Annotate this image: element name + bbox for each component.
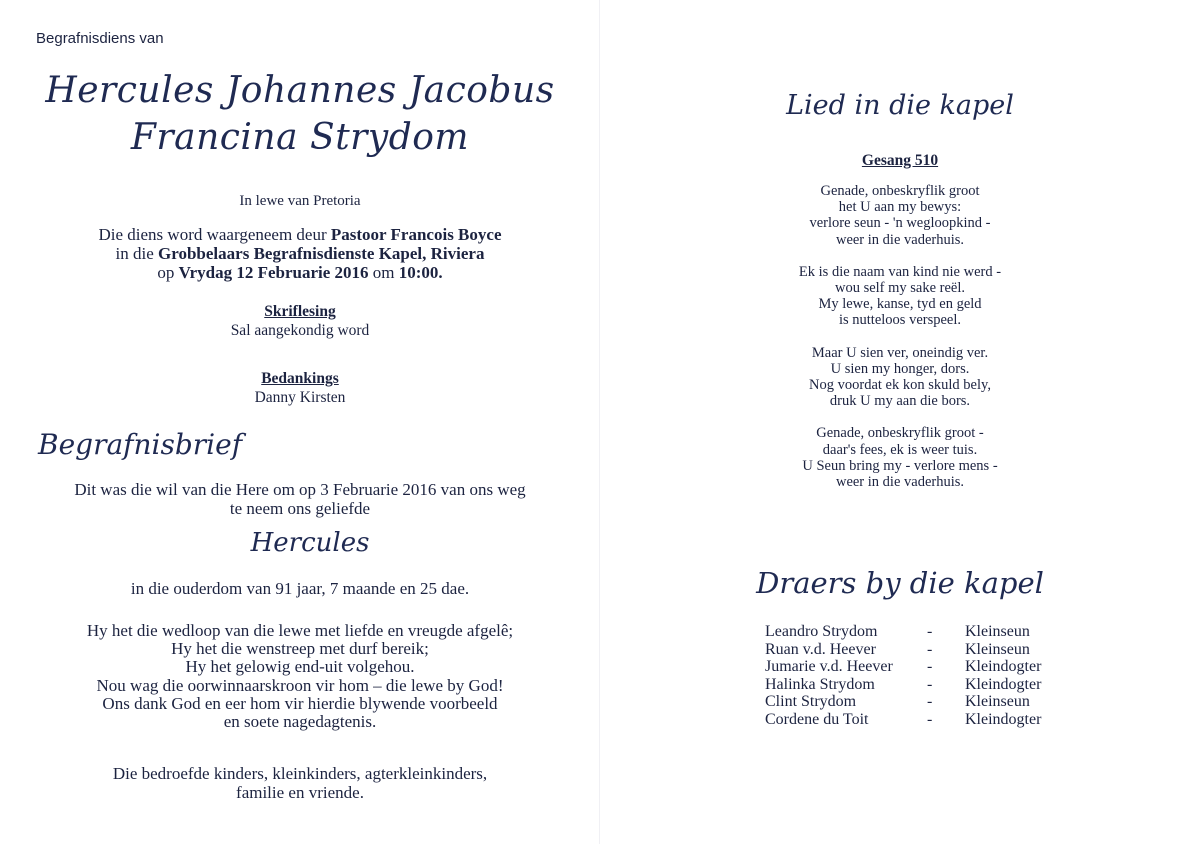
service-details <box>30 225 570 282</box>
verse-line: Ek is die naam van kind nie werd - <box>798 263 1002 280</box>
bearer-relation: Kleinseun <box>965 640 1030 658</box>
poem-line: Hy het die wenstreep met durf bereik; <box>171 639 429 659</box>
bearer-name: Clint Strydom <box>765 693 857 711</box>
bearer-dash: - <box>927 658 933 676</box>
verse-line: U sien my honger, dors. <box>830 360 970 377</box>
hymn-heading: Lied in die kapel <box>786 90 1014 121</box>
bearer-relation: Kleindogter <box>965 675 1042 693</box>
bearer-name: Jumarie v.d. Heever <box>765 658 893 676</box>
verse-line: Nog voordat ek kon skuld bely, <box>809 377 991 394</box>
hymn-verse <box>600 183 1200 248</box>
service-text: op <box>157 263 179 282</box>
letter-line: te neem ons geliefde <box>229 499 371 518</box>
right-page <box>600 0 1200 844</box>
table-row <box>765 693 1041 711</box>
pallbearers-heading: Draers by die kapel <box>756 566 1044 600</box>
poem-line: Ons dank God en eer hom vir hierdie blywende voorbeeld <box>102 693 498 713</box>
bearer-dash: - <box>927 710 933 728</box>
pallbearers-table <box>765 623 1041 729</box>
table-row <box>765 711 1041 729</box>
thanks-section <box>30 369 570 407</box>
service-line-2 <box>30 244 570 263</box>
service-line-1 <box>30 225 570 244</box>
age-line: in die ouderdom van 91 jaar, 7 maande en 25 dae. <box>130 579 470 598</box>
verse-line: My lewe, kanse, tyd en geld <box>818 296 982 313</box>
verse-line: het U aan my bewys: <box>838 199 962 216</box>
funeral-letter-title: Begrafnisbrief <box>38 428 243 461</box>
poem-line: en soete nagedagtenis. <box>223 712 377 732</box>
bearer-relation: Kleinseun <box>965 693 1030 711</box>
thanks-text: Danny Kirsten <box>254 389 346 406</box>
verse-line: verlore seun - 'n wegloopkind - <box>809 215 991 232</box>
verse-line: weer in die vaderhuis. <box>835 231 965 248</box>
scripture-section <box>30 302 570 340</box>
table-row <box>765 623 1041 641</box>
venue-name: Grobbelaars Begrafnisdienste Kapel, Riviera <box>158 244 485 263</box>
deceased-short-name: Hercules <box>250 528 370 558</box>
poem-line: Nou wag die oorwinnaarskroon vir hom – die lewe by God! <box>96 675 504 695</box>
bearer-name: Halinka Strydom <box>765 675 875 693</box>
full-name-line-2: Francina Strydom <box>130 117 470 158</box>
hymn-number: Gesang 510 <box>861 152 939 169</box>
memorial-poem <box>30 622 570 731</box>
service-line-3 <box>30 263 570 282</box>
hymn-verse <box>600 264 1200 329</box>
signoff-line: Die bedroefde kinders, kleinkinders, agterkleinkinders, <box>112 764 488 783</box>
letter-line: Dit was die wil van die Here om op 3 Februarie 2016 van ons weg <box>74 480 526 499</box>
verse-line: Maar U sien ver, oneindig ver. <box>811 344 989 361</box>
hymn-verses <box>600 183 1200 506</box>
verse-line: weer in die vaderhuis. <box>835 474 965 491</box>
bearer-name: Leandro Strydom <box>765 623 878 640</box>
service-time: 10:00. <box>398 263 443 282</box>
service-text: Die diens word waargeneem deur <box>98 225 331 244</box>
bearer-name: Ruan v.d. Heever <box>765 640 876 658</box>
poem-line: Hy het die wedloop van die lewe met liefde en vreugde afgelê; <box>86 621 514 640</box>
verse-line: Genade, onbeskryflik groot - <box>816 425 984 442</box>
funeral-letter-text <box>30 480 570 518</box>
verse-line: Genade, onbeskryflik groot <box>820 183 980 199</box>
verse-line: is nutteloos verspeel. <box>838 312 962 329</box>
verse-line: druk U my aan die bors. <box>829 393 971 410</box>
hymn-verse <box>600 345 1200 410</box>
bearer-relation: Kleindogter <box>965 710 1042 728</box>
scripture-text: Sal aangekondig word <box>230 322 370 339</box>
service-text: in die <box>115 244 159 263</box>
verse-line: U Seun bring my - verlore mens - <box>802 457 998 474</box>
bearer-relation: Kleinseun <box>965 623 1030 640</box>
service-date: Vrydag 12 Februarie 2016 <box>178 263 369 282</box>
service-text: om <box>368 263 399 282</box>
table-row <box>765 676 1041 694</box>
family-signoff <box>30 764 570 802</box>
residence-line: In lewe van Pretoria <box>239 193 361 209</box>
bearer-name: Cordene du Toit <box>765 710 869 728</box>
bearer-relation: Kleindogter <box>965 658 1042 676</box>
bearer-dash: - <box>927 675 933 693</box>
hymn-verse <box>600 425 1200 490</box>
table-row <box>765 658 1041 676</box>
signoff-line: familie en vriende. <box>236 783 364 802</box>
bearer-dash: - <box>927 623 933 640</box>
intro-label: Begrafnisdiens van <box>36 30 164 47</box>
full-name-line-1: Hercules Johannes Jacobus <box>45 70 555 111</box>
bearer-dash: - <box>927 640 933 658</box>
scripture-title: Skriflesing <box>264 303 336 320</box>
poem-line: Hy het gelowig end-uit volgehou. <box>185 657 415 677</box>
pastor-name: Pastoor Francois Boyce <box>330 225 502 244</box>
verse-line: wou self my sake reël. <box>834 280 966 297</box>
bearer-dash: - <box>927 693 933 711</box>
thanks-title: Bedankings <box>261 370 339 387</box>
table-row <box>765 641 1041 659</box>
verse-line: daar's fees, ek is weer tuis. <box>822 441 978 458</box>
